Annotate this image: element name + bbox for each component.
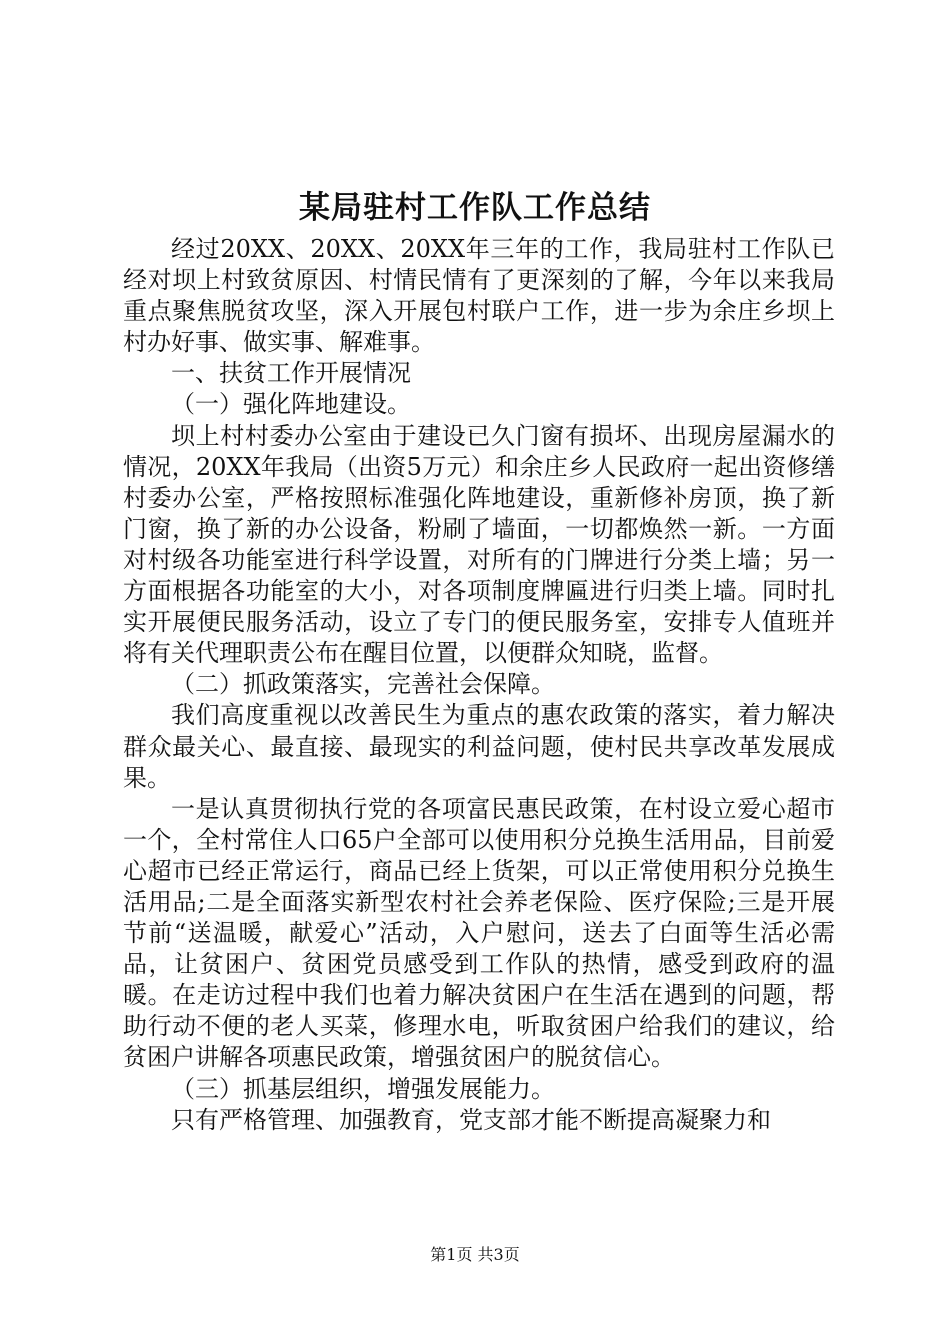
page-footer: 第1页 共3页 [430,1245,520,1264]
heading-section-1: 一、扶贫工作开展情况 [171,359,411,388]
document-body [123,234,835,1136]
paragraph-office-renovation: 坝上村村委办公室由于建设已久门窗有损坏、出现房屋漏水的情况，20XX年我局（出资5万元）和余庄乡人民政府一起出资修缮村委办公室，严格按照标准强化阵地建设，重新修补房顶，换了新门窗，换了新的办公设备，粉刷了墙面，一切都焕然一新。一方面对村级各功能室进行科学设置，对所有的门牌进行分类上墙；另一方面根据各功能室的大小，对各项制度牌匾进行归类上墙。同时扎实开展便民服务活动，设立了专门的便民服务室，安排专人值班并将有关代理职责公布在醒目位置，以便群众知晓，监督。 [123,421,835,668]
paragraph-policy: 我们高度重视以改善民生为重点的惠农政策的落实，着力解决群众最关心、最直接、最现实的利益问题，使村民共享改革发展成果。 [123,701,835,792]
subheading-2: （二）抓政策落实，完善社会保障。 [171,670,555,699]
paragraph-organization: 只有严格管理、加强教育，党支部才能不断提高凝聚力和 [171,1105,771,1134]
subheading-3: （三）抓基层组织，增强发展能力。 [171,1074,555,1103]
paragraph-intro: 经过20XX、20XX、20XX年三年的工作，我局驻村工作队已经对坝上村致贫原因、村情民情有了更深刻的了解，今年以来我局重点聚焦脱贫攻坚，深入开展包村联户工作，进一步为余庄乡坝上村办好事、做实事、解难事。 [123,235,835,357]
subheading-1: （一）强化阵地建设。 [171,390,411,419]
paragraph-measures: 一是认真贯彻执行党的各项富民惠民政策，在村设立爱心超市一个，全村常住人口65户全部可以使用积分兑换生活用品，目前爱心超市已经正常运行，商品已经上货架，可以正常使用积分兑换生活用品;二是全面落实新型农村社会养老保险、医疗保险;三是开展节前“送温暖，献爱心”活动，入户慰问，送去了白面等生活必需品，让贫困户、贫困党员感受到工作队的热情，感受到政府的温暖。在走访过程中我们也着力解决贫困户在生活在遇到的问题，帮助行动不便的老人买菜，修理水电，听取贫困户给我们的建议，给贫困户讲解各项惠民政策，增强贫困户的脱贫信心。 [123,794,835,1072]
document-title: 某局驻村工作队工作总结 [299,190,651,226]
